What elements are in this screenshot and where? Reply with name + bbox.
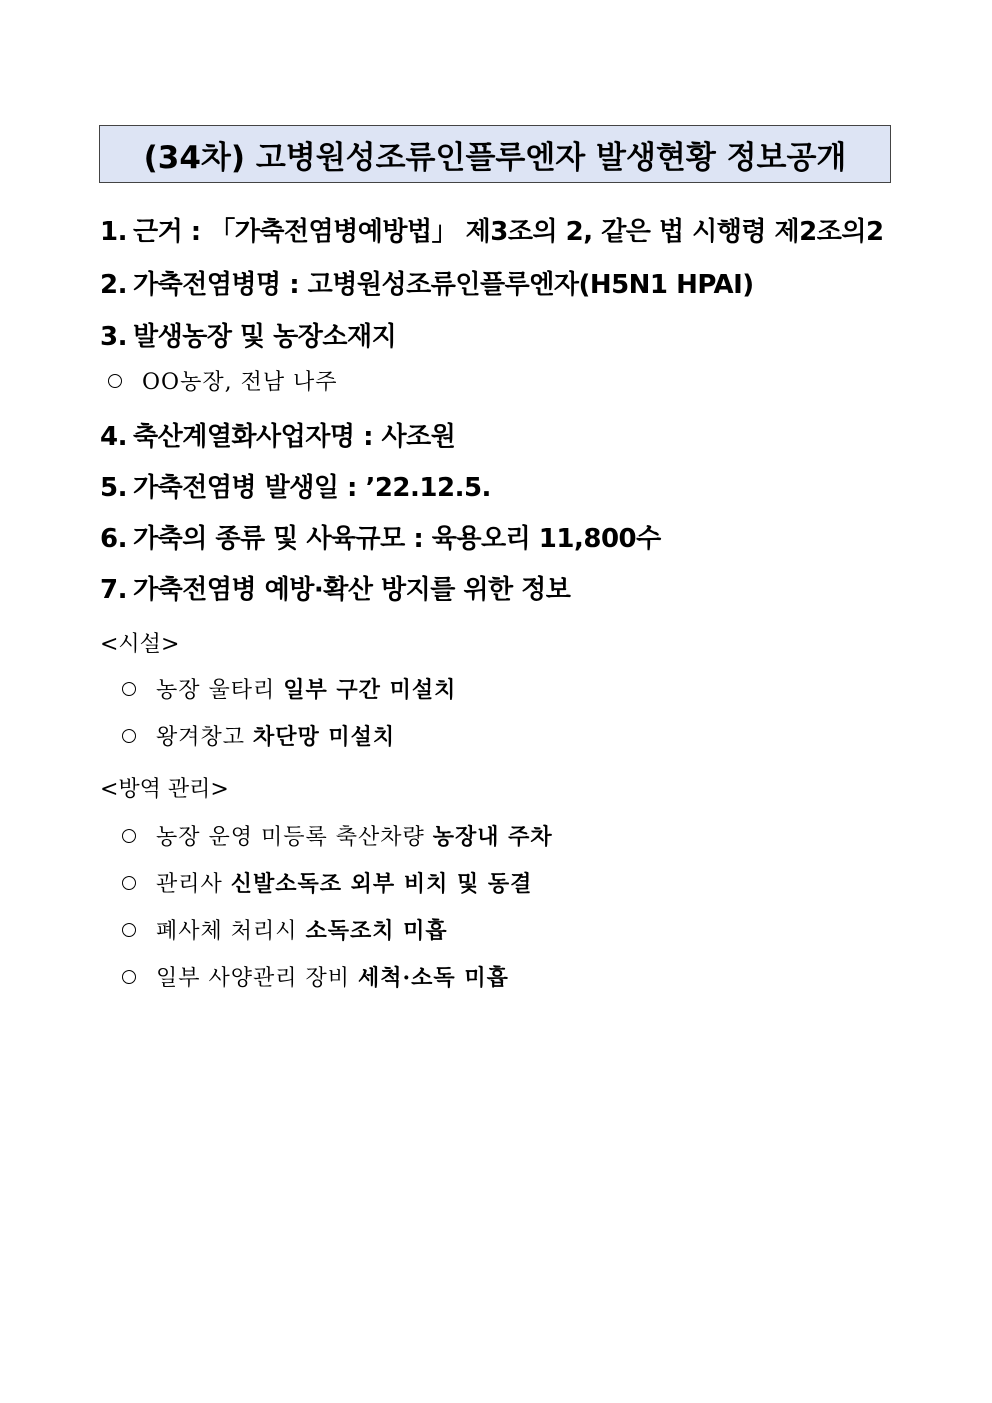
- section-number: 1.: [100, 217, 127, 247]
- item-text: 농장 울타리: [156, 678, 284, 703]
- section-number: 7.: [100, 575, 127, 605]
- document-title: (34차) 고병원성조류인플루엔자 발생현황 정보공개: [99, 125, 891, 183]
- section-5: [100, 471, 491, 505]
- list-item: [122, 822, 553, 853]
- item-text: 농장 운영 미등록 축산차량: [156, 825, 433, 850]
- section-text: 가축전염병 발생일 : ’22.12.5.: [132, 473, 491, 503]
- list-item: [122, 675, 456, 706]
- section-7: [100, 573, 570, 607]
- list-item: [122, 963, 509, 994]
- section-text: 가축의 종류 및 사육규모 : 육용오리 11,800수: [132, 524, 661, 554]
- circle-bullet-icon: [122, 682, 136, 696]
- section-3: [100, 320, 396, 354]
- section-number: 3.: [100, 322, 127, 352]
- item-emphasis: 일부 구간 미설치: [283, 677, 457, 703]
- farm-location-item: [108, 368, 338, 398]
- list-item: [122, 722, 395, 753]
- item-emphasis: 세척·소독 미흡: [358, 965, 509, 991]
- section-2: [100, 268, 754, 302]
- facilities-heading: <시설>: [100, 632, 180, 657]
- circle-bullet-icon: [108, 374, 122, 388]
- item-emphasis: 신발소독조 외부 비치 및 동결: [230, 871, 533, 897]
- circle-bullet-icon: [122, 729, 136, 743]
- item-emphasis: 소독조치 미흡: [305, 918, 448, 944]
- circle-bullet-icon: [122, 876, 136, 890]
- circle-bullet-icon: [122, 923, 136, 937]
- item-text: 왕겨창고: [156, 725, 254, 750]
- circle-bullet-icon: [122, 829, 136, 843]
- item-text: 관리사: [156, 872, 231, 897]
- list-item: [122, 916, 448, 947]
- biosecurity-heading: <방역 관리>: [100, 777, 229, 802]
- section-4: [100, 420, 455, 454]
- item-emphasis: 차단망 미설치: [253, 724, 396, 750]
- item-text: 일부 사양관리 장비: [156, 966, 358, 991]
- farm-location: OO농장, 전남 나주: [142, 370, 338, 395]
- item-emphasis: 농장내 주차: [432, 824, 553, 850]
- list-item: [122, 869, 532, 900]
- section-text: 가축전염병명 : 고병원성조류인플루엔자(H5N1 HPAI): [132, 270, 754, 300]
- section-number: 6.: [100, 524, 127, 554]
- item-text: 폐사체 처리시: [156, 919, 306, 944]
- section-text: 축산계열화사업자명 : 사조원: [132, 422, 456, 452]
- section-number: 5.: [100, 473, 127, 503]
- section-text: 근거 : 「가축전염병예방법」 제3조의 2, 같은 법 시행령 제2조의2: [132, 217, 884, 247]
- section-text: 가축전염병 예방·확산 방지를 위한 정보: [132, 575, 571, 605]
- section-number: 4.: [100, 422, 127, 452]
- section-number: 2.: [100, 270, 127, 300]
- section-6: [100, 522, 661, 556]
- section-text: 발생농장 및 농장소재지: [132, 322, 397, 352]
- circle-bullet-icon: [122, 970, 136, 984]
- section-1: [100, 215, 884, 249]
